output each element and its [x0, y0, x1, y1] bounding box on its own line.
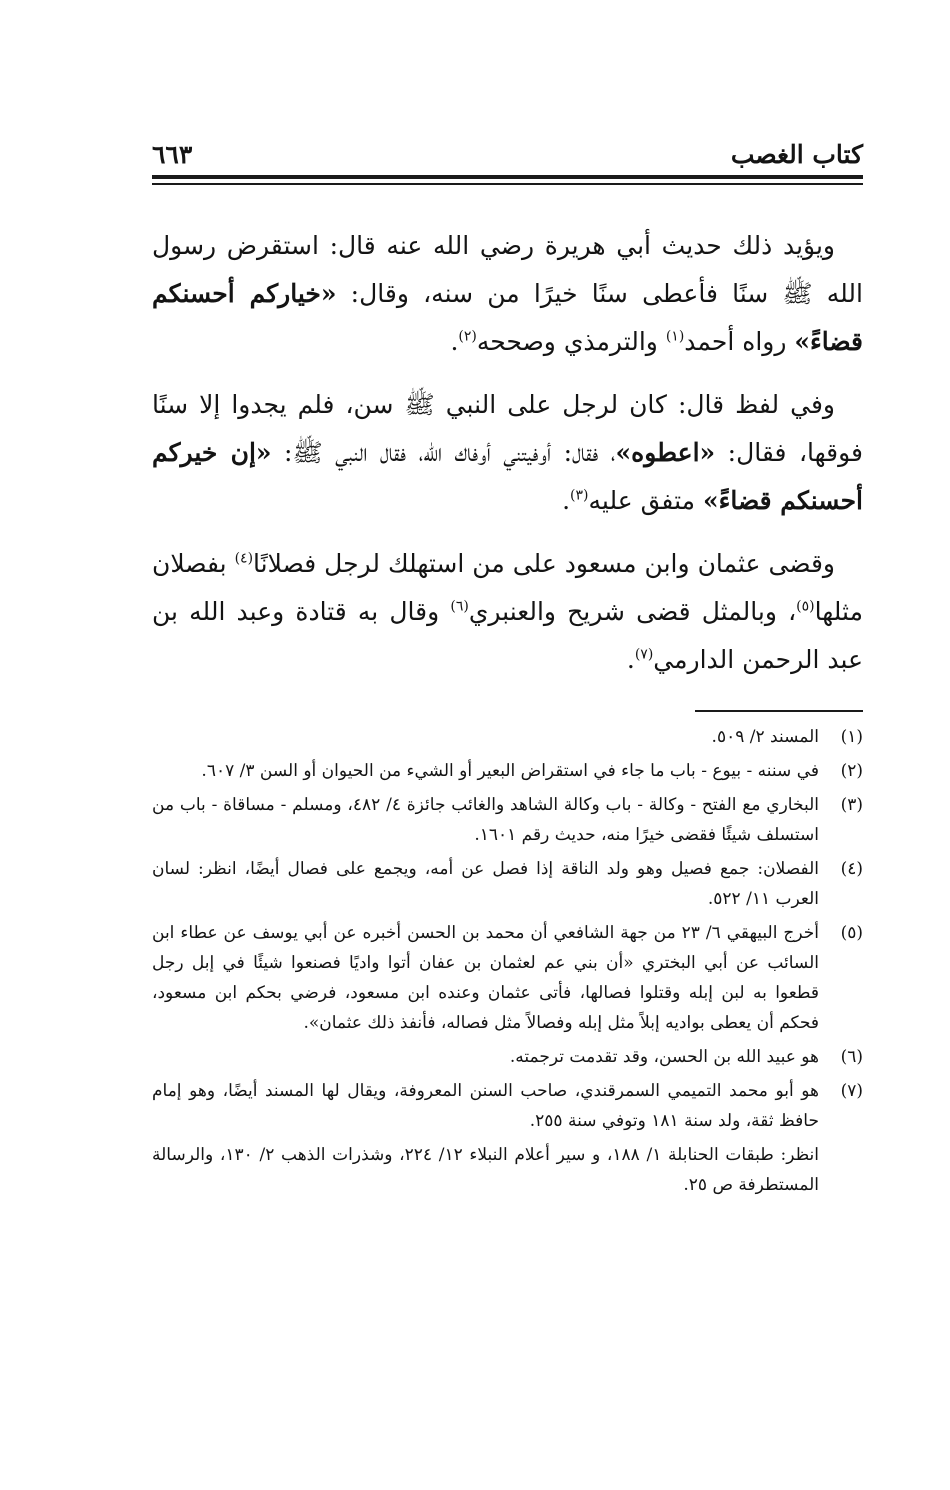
hadith-quote: «اعطوه» [615, 438, 716, 467]
footnote-separator [695, 710, 863, 712]
footnote-number: (٢) [840, 761, 863, 781]
footnote-5 [152, 918, 863, 1038]
footnote-number: (٥) [840, 923, 863, 943]
text-run: . [562, 486, 571, 515]
footnote-number: (٤) [840, 859, 863, 879]
text-run: والترمذي وصححه [476, 327, 666, 356]
hadith-quote: «إن خيركم أحسنكم قضاءً» [152, 438, 863, 515]
text-run: ، فقال: أوفيتني أوفاك الله، فقال النبي ﷺ: [271, 438, 616, 467]
page-number: ٦٦٣ [152, 140, 193, 169]
footnote-text-references: انظر: طبقات الحنابلة ١/ ١٨٨، و سير أعلام النبلاء ١٢/ ٢٢٤، وشذرات الذهب ٢/ ١٣٠، والرسالة المستطرفة ص ٢٥. [152, 1145, 819, 1195]
footnote-text: المسند ٢/ ٥٠٩. [711, 727, 819, 747]
text-run: ويؤيد ذلك حديث أبي هريرة رضي الله عنه قال: استقرض رسول الله ﷺ سنًا فأعطى سنًا خيرًا من سنه، وقال: [152, 231, 863, 308]
footnotes [152, 722, 863, 1204]
footnote-ref[interactable]: (٢) [458, 328, 477, 345]
footnote-text [152, 1076, 819, 1200]
footnote-text-main: هو أبو محمد التميمي السمرقندي، صاحب السنن المعروفة، ويقال لها المسند أيضًا، وهو إمام حافظ ثقة، ولد سنة ١٨١ وتوفي سنة ٢٥٥. [152, 1081, 819, 1131]
main-text [152, 222, 863, 699]
footnote-ref[interactable]: (٤) [234, 550, 254, 567]
footnote-text: الفصلان: جمع فصيل وهو ولد الناقة إذا فصل عن أمه، ويجمع على فصال أيضًا، انظر: لسان العرب ١١/ ٥٢٢. [152, 859, 819, 909]
footnote-1 [152, 722, 863, 752]
footnote-ref[interactable]: (٧) [634, 646, 654, 663]
footnote-ref[interactable]: (٦) [450, 598, 469, 615]
chapter-title: كتاب الغصب [730, 140, 863, 169]
hadith-quote: «خياركم أحسنكم قضاءً» [152, 279, 863, 356]
paragraph-3 [152, 540, 863, 684]
footnote-number: (٣) [840, 795, 863, 815]
footnote-text: أخرج البيهقي ٦/ ٢٣ من جهة الشافعي أن محمد بن الحسن أخبره عن أبي يوسف عن عطاء ابن السائب عن أبي البختري «أن بني عم لعثمان بن عفان أتوا واديًا فصنعوا شيئًا في إبل رجل قطعوا به لبن إبله وقتلوا فصالها، فأتى عثمان وعنده ابن مسعود، فرضي بحكم ابن مسعود، فحكم أن يعطى بواديه إبلاً مثل إبله وفصالاً مثل فصاله، فأنفذ ذلك عثمان». [152, 923, 819, 1033]
text-run: . [450, 327, 459, 356]
footnote-number: (١) [840, 727, 863, 747]
footnote-ref[interactable]: (٣) [570, 487, 589, 504]
text-run: وفي لفظ قال: كان لرجل على النبي ﷺ سن، فلم يجدوا إلا سنًا فوقها، فقال: [152, 390, 863, 467]
text-run: رواه أحمد [684, 327, 795, 356]
text-run: وقضى عثمان وابن مسعود على من استهلك لرجل فصلانًا [253, 549, 835, 578]
footnote-3 [152, 790, 863, 850]
footnote-ref[interactable]: (١) [665, 328, 685, 345]
header-rule-thin [152, 183, 863, 185]
text-run: ، وبالمثل قضى شريح والعنبري [468, 597, 797, 626]
footnote-text: البخاري مع الفتح - وكالة - باب وكالة الشاهد والغائب جائزة ٤/ ٤٨٢، ومسلم - مساقاة - باب من استسلف شيئًا فقضى خيرًا منه، حديث رقم ١٦٠١. [152, 795, 819, 845]
running-header [152, 128, 863, 172]
footnote-6 [152, 1042, 863, 1072]
text-run: . [626, 645, 635, 674]
header-rule-thick [152, 175, 863, 179]
footnote-number: (٧) [840, 1081, 863, 1101]
text-run: وقال به قتادة وعبد الله بن عبد الرحمن الدارمي [152, 597, 863, 674]
footnote-4 [152, 854, 863, 914]
text-run: متفق عليه [588, 486, 703, 515]
footnote-text: هو عبيد الله بن الحسن، وقد تقدمت ترجمته. [509, 1047, 819, 1067]
footnote-text: في سننه - بيوع - باب ما جاء في استقراض البعير أو الشيء من الحيوان أو السن ٣/ ٦٠٧. [201, 761, 819, 781]
footnote-7 [152, 1076, 863, 1200]
text-run: بفصلان مثلها [152, 549, 863, 626]
paragraph-1 [152, 222, 863, 366]
paragraph-2 [152, 381, 863, 525]
footnote-2 [152, 756, 863, 786]
footnote-ref[interactable]: (٥) [796, 598, 815, 615]
footnote-number: (٦) [840, 1047, 863, 1067]
